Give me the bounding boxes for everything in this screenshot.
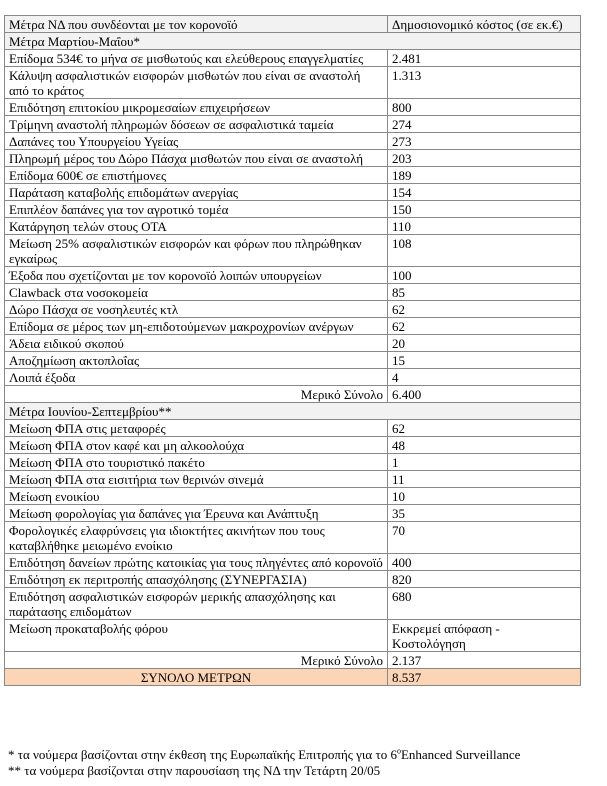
measure-label: Κατάργηση τελών στους ΟΤΑ <box>5 218 388 235</box>
measure-label: Αποζημίωση ακτοπλοΐας <box>5 352 388 369</box>
table-row <box>5 67 581 99</box>
measure-label: Επιδότηση εκ περιτροπής απασχόλησης (ΣΥΝΕΡΓΑΣΙΑ) <box>5 571 388 588</box>
measure-cost: 273 <box>388 133 581 150</box>
measure-cost: 150 <box>388 201 581 218</box>
footnotes <box>8 747 520 779</box>
table-row <box>5 184 581 201</box>
table-row <box>5 133 581 150</box>
table-row <box>5 150 581 167</box>
grand-total-row <box>5 669 581 686</box>
measure-cost: 100 <box>388 267 581 284</box>
table-row <box>5 301 581 318</box>
subtotal-value: 2.137 <box>388 652 581 669</box>
table-row <box>5 488 581 505</box>
measure-label: Μείωση ΦΠΑ στον καφέ και μη αλκοολούχα <box>5 437 388 454</box>
measure-label: Επιπλέον δαπάνες για τον αγροτικό τομέα <box>5 201 388 218</box>
table-row <box>5 235 581 267</box>
table-row <box>5 471 581 488</box>
measure-cost: 11 <box>388 471 581 488</box>
section-title: Μέτρα Ιουνίου-Σεπτεμβρίου** <box>5 403 581 420</box>
measure-cost: 20 <box>388 335 581 352</box>
section-title-row <box>5 33 581 50</box>
measure-label: Επιδότηση δανείων πρώτης κατοικίας για τους πληγέντες από κορονοϊό <box>5 554 388 571</box>
table-row <box>5 218 581 235</box>
measure-cost: 62 <box>388 420 581 437</box>
measure-label: Δώρο Πάσχα σε νοσηλευτές κτλ <box>5 301 388 318</box>
table-row <box>5 352 581 369</box>
table-row <box>5 588 581 620</box>
measure-label: Μείωση προκαταβολής φόρου <box>5 620 388 652</box>
measure-cost: 62 <box>388 318 581 335</box>
measure-cost: 108 <box>388 235 581 267</box>
subtotal-row <box>5 386 581 403</box>
table-row <box>5 201 581 218</box>
measure-cost: 10 <box>388 488 581 505</box>
table-row <box>5 522 581 554</box>
table-row <box>5 420 581 437</box>
measures-cost-table <box>4 15 581 686</box>
measure-cost: 1 <box>388 454 581 471</box>
measure-label: Παράταση καταβολής επιδομάτων ανεργίας <box>5 184 388 201</box>
measure-label: Δαπάνες του Υπουργείου Υγείας <box>5 133 388 150</box>
measure-label: Μείωση ενοικίου <box>5 488 388 505</box>
measure-cost: 1.313 <box>388 67 581 99</box>
measure-cost: 274 <box>388 116 581 133</box>
measure-cost: 680 <box>388 588 581 620</box>
table-row <box>5 505 581 522</box>
table-row <box>5 50 581 67</box>
measure-cost: 820 <box>388 571 581 588</box>
section-title: Μέτρα Μαρτίου-Μαΐου* <box>5 33 581 50</box>
measure-cost: 154 <box>388 184 581 201</box>
footnote-1-suffix: Enhanced Surveillance <box>400 747 521 762</box>
table-row <box>5 167 581 184</box>
measure-label: Επιδότηση ασφαλιστικών εισφορών μερικής απασχόλησης και παράτασης επιδομάτων <box>5 588 388 620</box>
measure-cost: 85 <box>388 284 581 301</box>
measure-label: Πληρωμή μέρος του Δώρο Πάσχα μισθωτών που είναι σε αναστολή <box>5 150 388 167</box>
grand-total-label: ΣΥΝΟΛΟ ΜΕΤΡΩΝ <box>5 669 388 686</box>
measure-cost: 400 <box>388 554 581 571</box>
measure-label: Κάλυψη ασφαλιστικών εισφορών μισθωτών που είναι σε αναστολή από το κράτος <box>5 67 388 99</box>
measure-label: Clawback στα νοσοκομεία <box>5 284 388 301</box>
grand-total-value: 8.537 <box>388 669 581 686</box>
footnote-1 <box>8 747 520 763</box>
measure-cost: 4 <box>388 369 581 386</box>
table-row <box>5 554 581 571</box>
measure-label: Μείωση ΦΠΑ στο τουριστικό πακέτο <box>5 454 388 471</box>
table-body <box>5 16 581 686</box>
measure-label: Επίδομα 534€ το μήνα σε μισθωτούς και ελεύθερους επαγγελματίες <box>5 50 388 67</box>
measure-label: Επίδομα 600€ σε επιστήμονες <box>5 167 388 184</box>
subtotal-value: 6.400 <box>388 386 581 403</box>
measure-cost: 62 <box>388 301 581 318</box>
table-row <box>5 437 581 454</box>
measure-label: Επίδομα σε μέρος των μη-επιδοτούμενων μακροχρονίων ανέργων <box>5 318 388 335</box>
measure-label: Μείωση 25% ασφαλιστικών εισφορών και φόρων που πληρώθηκαν εγκαίρως <box>5 235 388 267</box>
measure-cost: 203 <box>388 150 581 167</box>
header-cost: Δημοσιονομικό κόστος (σε εκ.€) <box>388 16 581 33</box>
measure-cost: 2.481 <box>388 50 581 67</box>
header-measures: Μέτρα ΝΔ που συνδέονται με τον κορονοϊό <box>5 16 388 33</box>
table-row <box>5 267 581 284</box>
table-row <box>5 318 581 335</box>
measure-label: Λοιπά έξοδα <box>5 369 388 386</box>
table-row <box>5 620 581 652</box>
measure-cost: 189 <box>388 167 581 184</box>
measure-cost: 70 <box>388 522 581 554</box>
subtotal-row <box>5 652 581 669</box>
table-row <box>5 284 581 301</box>
measure-label: Μείωση ΦΠΑ στα εισιτήρια των θερινών σινεμά <box>5 471 388 488</box>
measure-cost: 110 <box>388 218 581 235</box>
measure-label: Άδεια ειδικού σκοπού <box>5 335 388 352</box>
measure-cost: Εκκρεμεί απόφαση - Κοστολόγηση <box>388 620 581 652</box>
measure-cost: 35 <box>388 505 581 522</box>
table-row <box>5 571 581 588</box>
table-row <box>5 335 581 352</box>
table-row <box>5 116 581 133</box>
measure-label: Μείωση φορολογίας για δαπάνες για Έρευνα και Ανάπτυξη <box>5 505 388 522</box>
section-title-row <box>5 403 581 420</box>
subtotal-label: Μερικό Σύνολο <box>5 652 388 669</box>
measure-label: Μείωση ΦΠΑ στις μεταφορές <box>5 420 388 437</box>
measure-label: Έξοδα που σχετίζονται με τον κορονοϊό λοιπών υπουργείων <box>5 267 388 284</box>
measure-cost: 48 <box>388 437 581 454</box>
measure-cost: 15 <box>388 352 581 369</box>
table-row <box>5 369 581 386</box>
table-row <box>5 99 581 116</box>
measure-cost: 800 <box>388 99 581 116</box>
measure-label: Επιδότηση επιτοκίου μικρομεσαίων επιχειρήσεων <box>5 99 388 116</box>
table-header-row <box>5 16 581 33</box>
measure-label: Τρίμηνη αναστολή πληρωμών δόσεων σε ασφαλιστικά ταμεία <box>5 116 388 133</box>
footnote-1-text: * τα νούμερα βασίζονται στην έκθεση της Ευρωπαϊκής Επιτροπής για το 6 <box>8 747 397 762</box>
measure-label: Φορολογικές ελαφρύνσεις για ιδιοκτήτες ακινήτων που τους καταβλήθηκε μειωμένο ενοίκιο <box>5 522 388 554</box>
footnote-1-superscript: ο <box>396 746 401 756</box>
subtotal-label: Μερικό Σύνολο <box>5 386 388 403</box>
table-row <box>5 454 581 471</box>
footnote-2: ** τα νούμερα βασίζονται στην παρουσίαση της ΝΔ την Τετάρτη 20/05 <box>8 763 381 778</box>
